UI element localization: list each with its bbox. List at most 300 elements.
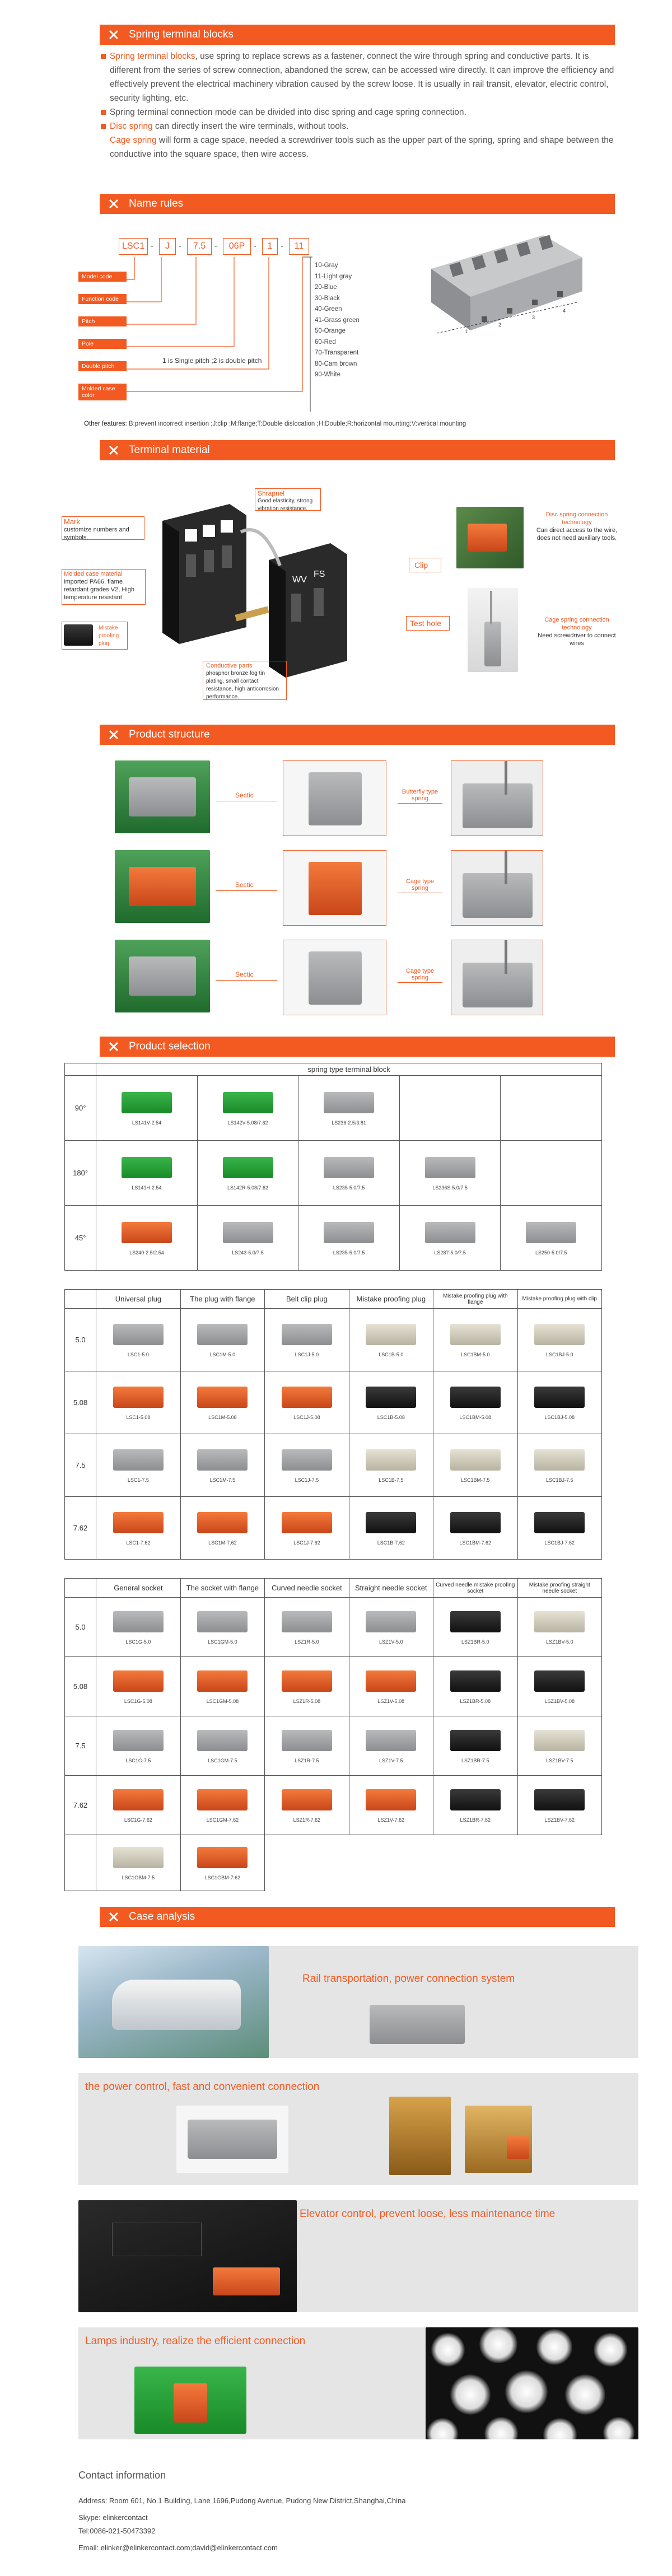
transformer-photo-2 (465, 2106, 532, 2173)
table-header: spring type terminal block (96, 1063, 602, 1076)
bullet-icon (101, 124, 106, 129)
arrow-line (216, 980, 277, 981)
column-header: Mistake proofing plug with flange (433, 1290, 517, 1309)
product-code: LSZ1BV-7.62 (544, 1817, 575, 1823)
product-cell (298, 1076, 400, 1141)
table-row (65, 1835, 602, 1891)
lamp-pcb-photo (134, 2367, 246, 2434)
product-image (349, 1670, 433, 1698)
product-image (96, 1387, 180, 1415)
product-cell (501, 1206, 602, 1271)
product-photo (113, 1512, 164, 1533)
angle-cell: 45° (65, 1206, 96, 1271)
power-terminal-block (188, 2120, 277, 2159)
product-code: LSC1G-5.0 (125, 1639, 151, 1645)
features-text: B:prevent incorrect insertion ;J:clip ;M:flange;T:Double dislocation ;H:Double;R:horizontal mounting;V:vertical mounting (128, 421, 466, 427)
product-image (198, 1092, 298, 1120)
cross-icon (109, 1042, 119, 1052)
product-cell (349, 1657, 433, 1716)
product-cell (433, 1371, 517, 1434)
code-part: 06P (223, 238, 251, 255)
case-rail (78, 1946, 638, 2058)
product-photo (113, 1324, 164, 1345)
pitch-cell: 7.62 (65, 1776, 96, 1835)
product-code: LSC1BJ-5.08 (544, 1414, 575, 1420)
contact-tel: Tel:0086-021-50473392 (78, 2527, 156, 2535)
structure-product-photo (115, 940, 210, 1012)
product-photo (450, 1449, 501, 1471)
product-code: LSC1GBM-7.62 (204, 1874, 241, 1880)
product-photo (450, 1324, 501, 1345)
column-header: Mistake proofing straight needle socket (517, 1579, 601, 1598)
product-code: LS142R-5.08/7.62 (227, 1184, 269, 1191)
product-code: LSC1BM-5.0 (461, 1351, 490, 1357)
code-part: 7.5 (187, 238, 212, 255)
pitch-cell: 5.08 (65, 1657, 96, 1716)
color-option: 20-Blue (315, 284, 337, 291)
structure-product-photo (115, 850, 210, 923)
transformer-photo-1 (389, 2097, 451, 2175)
highlight: Disc spring (110, 122, 153, 131)
product-cell (399, 1076, 501, 1141)
case-elevator (78, 2200, 638, 2312)
detail-view (451, 760, 543, 836)
product-image (433, 1730, 517, 1758)
intro-body: will form a cage space, needed a screwdriver tools such as the upper part of the spring, spring and shape between the conductive into the square space, then wire access. (110, 136, 614, 159)
cross-icon (109, 1912, 119, 1922)
product-code: LSC1M-5.08 (208, 1414, 237, 1420)
product-image (265, 1512, 348, 1540)
detail-body (463, 783, 533, 828)
product-cell (517, 1497, 601, 1560)
column-header: Belt clip plug (265, 1290, 349, 1309)
product-cell (180, 1776, 264, 1835)
product-code: LSZ1BR-7.5 (461, 1757, 489, 1763)
intro-paragraph (100, 133, 615, 161)
other-features (84, 420, 466, 428)
product-image (298, 1222, 399, 1250)
product-image (349, 1611, 433, 1639)
product-code: LS236-2.5/3.81 (332, 1119, 366, 1126)
product-photo (282, 1387, 332, 1408)
color-option: 40-Green (315, 306, 342, 312)
product-cell (265, 1434, 349, 1497)
product-image (96, 1847, 180, 1875)
section-title: Name rules (129, 198, 184, 209)
column-header: Universal plug (96, 1290, 180, 1309)
product-photo (113, 1789, 164, 1810)
product-photo (366, 1789, 416, 1810)
contact-title: Contact information (78, 2470, 166, 2481)
section-view (283, 940, 386, 1015)
product-photo (450, 1387, 501, 1408)
product-photo (450, 1670, 501, 1692)
product-photo (197, 1670, 248, 1692)
product-cell (180, 1434, 264, 1497)
product-cell (180, 1657, 264, 1716)
product-image (96, 1730, 180, 1758)
features-label: Other features: (84, 421, 127, 427)
product-cell (349, 1434, 433, 1497)
product-photo (282, 1324, 332, 1345)
product-image (265, 1611, 348, 1639)
svg-text:3: 3 (532, 315, 535, 320)
product-cell (433, 1657, 517, 1716)
disc-note (532, 511, 622, 542)
product-cell (349, 1497, 433, 1560)
product-photo (122, 1157, 172, 1178)
product-code: LSZ1R-7.5 (295, 1757, 319, 1763)
product-code: LSC1-7.5 (127, 1477, 149, 1483)
table-corner (65, 1063, 96, 1076)
product-image (518, 1670, 601, 1698)
product-image (349, 1730, 433, 1758)
product-cell (349, 1309, 433, 1371)
product-image (181, 1789, 264, 1817)
clip-label: Clip (414, 561, 428, 570)
product-code: LSZ1BV-7.5 (545, 1757, 573, 1763)
product-code: LSC1M-5.0 (209, 1351, 236, 1357)
product-code: LSC1BJ-7.5 (545, 1477, 573, 1483)
shrapnel-text: Good elasticity, strong vibration resistance. (258, 498, 313, 512)
product-image (518, 1730, 601, 1758)
product-cell (197, 1206, 298, 1271)
screwdriver (505, 761, 507, 795)
product-code: LSZ1BV-5.08 (544, 1698, 575, 1704)
product-cell (265, 1371, 349, 1434)
cage-title: Cage spring connection technology (544, 617, 609, 631)
product-image (181, 1847, 264, 1875)
structure-block (129, 867, 196, 906)
product-code: LSZ1BR-5.0 (461, 1639, 489, 1645)
bullet-icon (101, 54, 106, 59)
table-row (65, 1716, 602, 1776)
product-image (518, 1387, 601, 1415)
product-photo (450, 1789, 501, 1810)
product-cell (265, 1309, 349, 1371)
code-dash: - (214, 241, 217, 250)
detail-body (463, 963, 533, 1007)
spring-label: Butterfly type spring (398, 788, 442, 804)
product-code: LSZ1V-7.5 (379, 1757, 403, 1763)
product-image (298, 1092, 399, 1120)
terminal-block-image (414, 218, 599, 364)
product-cell (96, 1497, 180, 1560)
section-body (309, 862, 362, 915)
structure-row (115, 850, 608, 928)
product-image (518, 1449, 601, 1477)
product-cell (433, 1497, 517, 1560)
bullet-icon (101, 110, 106, 115)
product-cell (433, 1434, 517, 1497)
cage-spring-photo (468, 588, 518, 672)
product-code: LSC1BJ-5.0 (545, 1351, 573, 1357)
section-body (309, 772, 362, 825)
product-image (349, 1387, 433, 1415)
product-photo (282, 1449, 332, 1471)
product-image (181, 1512, 264, 1540)
product-image (265, 1387, 348, 1415)
sectic-label: Sectic (235, 970, 254, 978)
code-label: Double pitch (78, 361, 127, 371)
section-bar-selection (100, 1037, 615, 1057)
product-cell (96, 1434, 180, 1497)
product-cell (517, 1371, 601, 1434)
product-cell (349, 1716, 433, 1776)
table-corner (65, 1290, 96, 1309)
molded-text: imported PA66, flame retardant grades V2, High temperature resistant (64, 578, 134, 601)
plug-assembly-image (151, 498, 364, 683)
product-image (433, 1789, 517, 1817)
product-image (265, 1670, 348, 1698)
product-code: LSC1B-5.0 (379, 1351, 404, 1357)
product-photo (366, 1730, 416, 1751)
product-photo (113, 1387, 164, 1408)
product-cell (197, 1076, 298, 1141)
test-hole-label: Test hole (410, 619, 442, 628)
product-image (181, 1730, 264, 1758)
table-row (65, 1371, 602, 1434)
disc-text: Can direct access to the wire, does not need auxiliary tools. (536, 527, 618, 542)
case-title-elevator: Elevator control, prevent loose, less maintenance time (300, 2208, 556, 2220)
product-code: LSZ1BV-5.0 (545, 1639, 573, 1645)
code-label: Function code (78, 294, 127, 304)
column-header: Curved needle mistake proofing socket (433, 1579, 517, 1598)
product-cell (180, 1371, 264, 1434)
email-link[interactable]: Email: elinker@elinkercontact.com;david@elinkercontact.com (78, 2544, 278, 2552)
product-code: LSC1GM-5.08 (206, 1698, 239, 1704)
table-header-row (65, 1063, 602, 1076)
product-code: LS235-5.0/7.5 (333, 1249, 365, 1256)
product-photo (197, 1387, 248, 1408)
cross-icon (109, 445, 119, 455)
color-option: 60-Red (315, 338, 336, 346)
product-code: LSC1GM-7.5 (208, 1757, 237, 1763)
product-image (265, 1789, 348, 1817)
product-photo (366, 1611, 416, 1632)
case-title-rail: Rail transportation, power connection system (302, 1973, 515, 1985)
train-shape (112, 1980, 241, 2030)
shrapnel-note (258, 489, 320, 513)
section-view (283, 850, 386, 926)
svg-text:1: 1 (465, 329, 468, 334)
screwdriver (505, 940, 507, 974)
product-cell (96, 1835, 180, 1891)
product-photo (223, 1157, 273, 1178)
product-cell (298, 1141, 400, 1206)
product-cell (433, 1598, 517, 1657)
product-image (96, 1157, 197, 1185)
elevator-control-photo (78, 2200, 297, 2312)
product-code: LSC1B-7.62 (377, 1539, 405, 1546)
product-cell (197, 1141, 298, 1206)
section-bar-case (100, 1907, 615, 1927)
table-row (65, 1206, 602, 1271)
product-code: LS287-5.0/7.5 (434, 1249, 466, 1256)
product-code: LSC1-5.0 (127, 1351, 149, 1357)
case-lamps (78, 2327, 638, 2439)
product-photo (526, 1222, 576, 1243)
intro-body: , use spring to replace screws as a fastener, connect the wire through spring and conductive parts. It is different from the series of screw connection, abandoned the screw, can be accessed wire directly. It can improve the efficiency and effectively prevent the electrical machinery vibration caused by the screw loose. It is usually in rail transit, elevator, electric control, security lighting, etc. (110, 52, 614, 103)
product-cell (517, 1716, 601, 1776)
product-image (181, 1670, 264, 1698)
product-code: LSZ1R-5.08 (293, 1698, 321, 1704)
mark-text: customize numbers and symbols. (64, 526, 129, 541)
product-image (349, 1449, 433, 1477)
pitch-note: 1 is Single pitch ;2 is double pitch (162, 357, 262, 365)
product-photo (197, 1512, 248, 1533)
product-code: LSC1BM-5.08 (459, 1414, 492, 1420)
product-code: LSC1GBM-7.5 (122, 1874, 155, 1880)
product-code: LSZ1V-7.62 (377, 1817, 405, 1823)
product-code: LSC1J-5.0 (295, 1351, 319, 1357)
product-code: LS240-2.5/2.54 (129, 1249, 164, 1256)
product-cell (96, 1371, 180, 1434)
product-code: LS250-5.0/7.5 (535, 1249, 567, 1256)
name-rules-diagram (78, 232, 414, 417)
product-image (96, 1611, 180, 1639)
product-image (265, 1449, 348, 1477)
product-cell (399, 1206, 501, 1271)
product-cell (349, 1371, 433, 1434)
elevator-terminal (213, 2267, 280, 2295)
product-photo (534, 1730, 585, 1751)
color-option: 41-Grass green (315, 316, 360, 324)
cage-spring-block (484, 622, 501, 666)
section-view (283, 760, 386, 836)
product-cell (265, 1497, 349, 1560)
product-code: LSZ1R-5.0 (295, 1639, 319, 1645)
terminal-block-photo (414, 218, 599, 364)
color-option: 10-Gray (315, 262, 338, 269)
product-image (96, 1449, 180, 1477)
product-photo (366, 1512, 416, 1533)
elevator-label-plate (112, 2223, 202, 2256)
product-cell (265, 1657, 349, 1716)
product-image (265, 1324, 348, 1352)
product-code: LSC1M-7.5 (209, 1477, 236, 1483)
product-cell (501, 1076, 602, 1141)
rail-photo (78, 1946, 269, 2058)
product-photo (282, 1670, 332, 1692)
case-power (78, 2073, 638, 2185)
product-image (433, 1387, 517, 1415)
detail-body (463, 873, 533, 918)
product-code: LS141V-2.54 (132, 1119, 161, 1126)
product-cell (96, 1716, 180, 1776)
product-cell (96, 1141, 198, 1206)
product-cell (517, 1598, 601, 1657)
product-image (96, 1512, 180, 1540)
color-list (315, 260, 360, 381)
product-cell (180, 1309, 264, 1371)
product-code: LSC1-7.62 (126, 1539, 151, 1546)
connector-lines (78, 232, 414, 417)
column-header: Mistake proofing plug with clip (517, 1290, 601, 1309)
product-cell (433, 1309, 517, 1371)
product-photo (450, 1611, 501, 1632)
table-corner (65, 1579, 96, 1598)
conductive-title: Conductive parts (206, 662, 253, 669)
product-image (181, 1387, 264, 1415)
disc-spring-block (468, 524, 507, 552)
svg-text:4: 4 (563, 308, 566, 314)
structure-block (129, 956, 196, 996)
product-image (518, 1512, 601, 1540)
pitch-cell: 5.0 (65, 1309, 96, 1371)
product-cell (265, 1776, 349, 1835)
screwdriver (490, 591, 492, 624)
product-image (518, 1611, 601, 1639)
product-photo (534, 1449, 585, 1471)
product-photo (282, 1512, 332, 1533)
code-part: LSC1 (119, 238, 148, 255)
socket-table (64, 1578, 602, 1891)
section-body (309, 951, 362, 1005)
product-image (518, 1789, 601, 1817)
product-image (501, 1222, 601, 1250)
product-photo (534, 1387, 585, 1408)
product-cell (517, 1776, 601, 1835)
product-photo (197, 1789, 248, 1810)
mistake-note: Mistake proofing plug (99, 625, 119, 647)
product-cell (96, 1309, 180, 1371)
screwdriver (505, 851, 507, 884)
product-code: LSC1-5.08 (126, 1414, 151, 1420)
contact-email[interactable] (78, 2544, 278, 2552)
product-photo (324, 1222, 374, 1243)
color-option: 80-Cam brown (315, 360, 357, 367)
table-header-row (65, 1579, 602, 1598)
product-code: LSC1BJ-7.62 (544, 1539, 575, 1546)
cross-icon (109, 199, 119, 209)
product-photo (534, 1324, 585, 1345)
product-image (96, 1789, 180, 1817)
product-image (181, 1449, 264, 1477)
transformer-terminal (507, 2136, 529, 2159)
product-cell (180, 1716, 264, 1776)
product-code: LSZ1V-5.0 (379, 1639, 403, 1645)
product-photo (197, 1611, 248, 1632)
shrapnel-title: Shrapnel (258, 489, 285, 497)
intro-text (100, 49, 615, 161)
product-photo (122, 1092, 172, 1113)
product-image (349, 1512, 433, 1540)
product-photo (113, 1449, 164, 1471)
product-code: LS235-5.0/7.5 (333, 1184, 365, 1191)
contact-address: Address: Room 601, No.1 Building, Lane 1696,Pudong Avenue, Pudong New District,Shanghai,China (78, 2496, 406, 2505)
product-photo (450, 1730, 501, 1751)
lamp-terminal (174, 2383, 207, 2423)
product-photo (197, 1730, 248, 1751)
product-code: LSC1G-7.5 (125, 1757, 151, 1763)
product-code: LSC1J-7.62 (293, 1539, 320, 1546)
color-option: 70-Transparent (315, 349, 359, 356)
product-image (96, 1670, 180, 1698)
product-cell (349, 1598, 433, 1657)
product-photo (366, 1387, 416, 1408)
product-code: LS142V-5.08/7.62 (227, 1119, 268, 1126)
product-code: LS236S-5.0/7.5 (432, 1184, 468, 1191)
code-part: 11 (289, 238, 309, 255)
spring-block-table (64, 1063, 602, 1271)
intro-paragraph (100, 49, 615, 105)
product-image (433, 1670, 517, 1698)
product-cell (265, 1598, 349, 1657)
product-photo (282, 1730, 332, 1751)
product-cell (96, 1657, 180, 1716)
product-code: LSC1B-7.5 (379, 1477, 404, 1483)
